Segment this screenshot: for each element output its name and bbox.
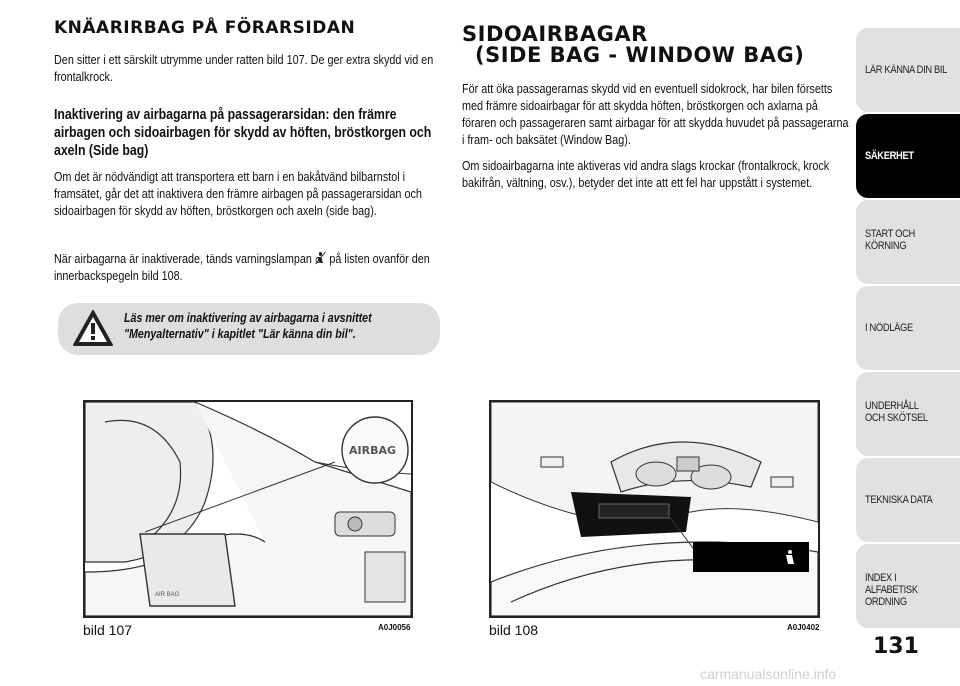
tab-lar-kanna-din-bil[interactable] <box>856 28 960 112</box>
heading-side-airbags: SIDOAIRBAGAR <box>462 22 648 46</box>
note-text-wrap <box>124 310 424 342</box>
tab-label: UNDERHÅLL OCH SKÖTSEL <box>865 400 928 424</box>
side-airbag-paragraph-2 <box>462 157 852 191</box>
tab-label: I NÖDLÄGE <box>865 322 913 334</box>
heading-side-airbags-sub: (SIDE BAG - WINDOW BAG) <box>475 43 805 67</box>
side-airbag-text-2: Om sidoairbagarna inte aktiveras vid andra slags krockar (frontalkrock, krock bakifrån, vältning, osv.), betyder det inte att ett fel har uppstått i systemet. <box>462 158 830 190</box>
overhead-console-illustration <box>491 402 818 616</box>
figure-knee-airbag <box>83 400 413 618</box>
subheading-text: Inaktivering av airbagarna på passagerarsidan: den främre airbagen och sidoairbagen för skydd av höften, bröstkorgen och axeln (Side bag) <box>54 106 432 159</box>
figure-overhead-console <box>489 400 820 618</box>
note-box <box>58 303 440 355</box>
deactivation-paragraph <box>54 168 444 219</box>
tab-label: START OCH KÖRNING <box>865 228 915 252</box>
side-airbag-paragraph <box>462 80 852 148</box>
warning-triangle-icon <box>72 309 114 347</box>
tab-start-och-korning[interactable] <box>856 200 960 284</box>
tab-label: TEKNISKA DATA <box>865 494 933 506</box>
tab-tekniska-data[interactable] <box>856 458 960 542</box>
heading-knee-airbag: KNÄARIRBAG PÅ FÖRARSIDAN <box>54 18 356 38</box>
subheading-deactivation <box>54 106 444 160</box>
warning-lamp-text <box>54 250 444 284</box>
code-108: A0J0402 <box>787 623 820 632</box>
caption-107: bild 107 <box>83 622 133 638</box>
warning-lamp-text-a: När airbagarna är inaktiverade, tänds varningslampan <box>54 251 312 266</box>
intro-text: Den sitter i ett särskilt utrymme under ratten bild 107. De ger extra skydd vid en frontalkrock. <box>54 52 434 84</box>
chapter-tabs <box>856 28 960 630</box>
deactivation-text: Om det är nödvändigt att transportera ett barn i en bakåtvänd bilbarnstol i framsätet, går det att inaktivera den främre airbagen på passagerarsidan och sidoairbagen för skydd av höften, bröstkorgen och axeln (side bag). <box>54 169 422 218</box>
tab-label: INDEX I ALFABETISK ORDNING <box>865 572 918 608</box>
tab-underhall-och-skotsel[interactable] <box>856 372 960 456</box>
tab-sakerhet[interactable] <box>856 114 960 198</box>
watermark: carmanualsonline.info <box>700 666 837 682</box>
intro-paragraph <box>54 51 444 85</box>
warning-lamp-text-b: på listen ovanför den innerbackspegeln bild 108. <box>54 251 430 283</box>
tab-i-nodlage[interactable] <box>856 286 960 370</box>
caption-108: bild 108 <box>489 622 539 638</box>
code-107: A0J0056 <box>378 623 411 632</box>
tab-label: SÄKERHET <box>865 150 914 162</box>
knee-airbag-illustration <box>85 402 411 616</box>
tab-index[interactable] <box>856 544 960 628</box>
airbag-badge-label: AIRBAG <box>349 444 397 457</box>
warning-lamp-paragraph <box>54 250 444 284</box>
panel-label: AIR BAG <box>155 592 180 598</box>
note-text: Läs mer om inaktivering av airbagarna i avsnittet "Menyalternativ" i kapitlet "Lär känna din bil". <box>124 310 372 341</box>
airbag-off-icon <box>315 251 326 265</box>
page-number: 131 <box>873 634 919 659</box>
side-airbag-text: För att öka passagerarnas skydd vid en eventuell sidokrock, har bilen försetts med främre sidoairbagar för att skydda höften, bröstkorgen och axlarna på föraren och passageraren samt airbagar för att skydda huvudet på passagerarna i fram- och baksätet (Window Bag). <box>462 81 849 147</box>
tab-label: LÄR KÄNNA DIN BIL <box>865 64 948 76</box>
